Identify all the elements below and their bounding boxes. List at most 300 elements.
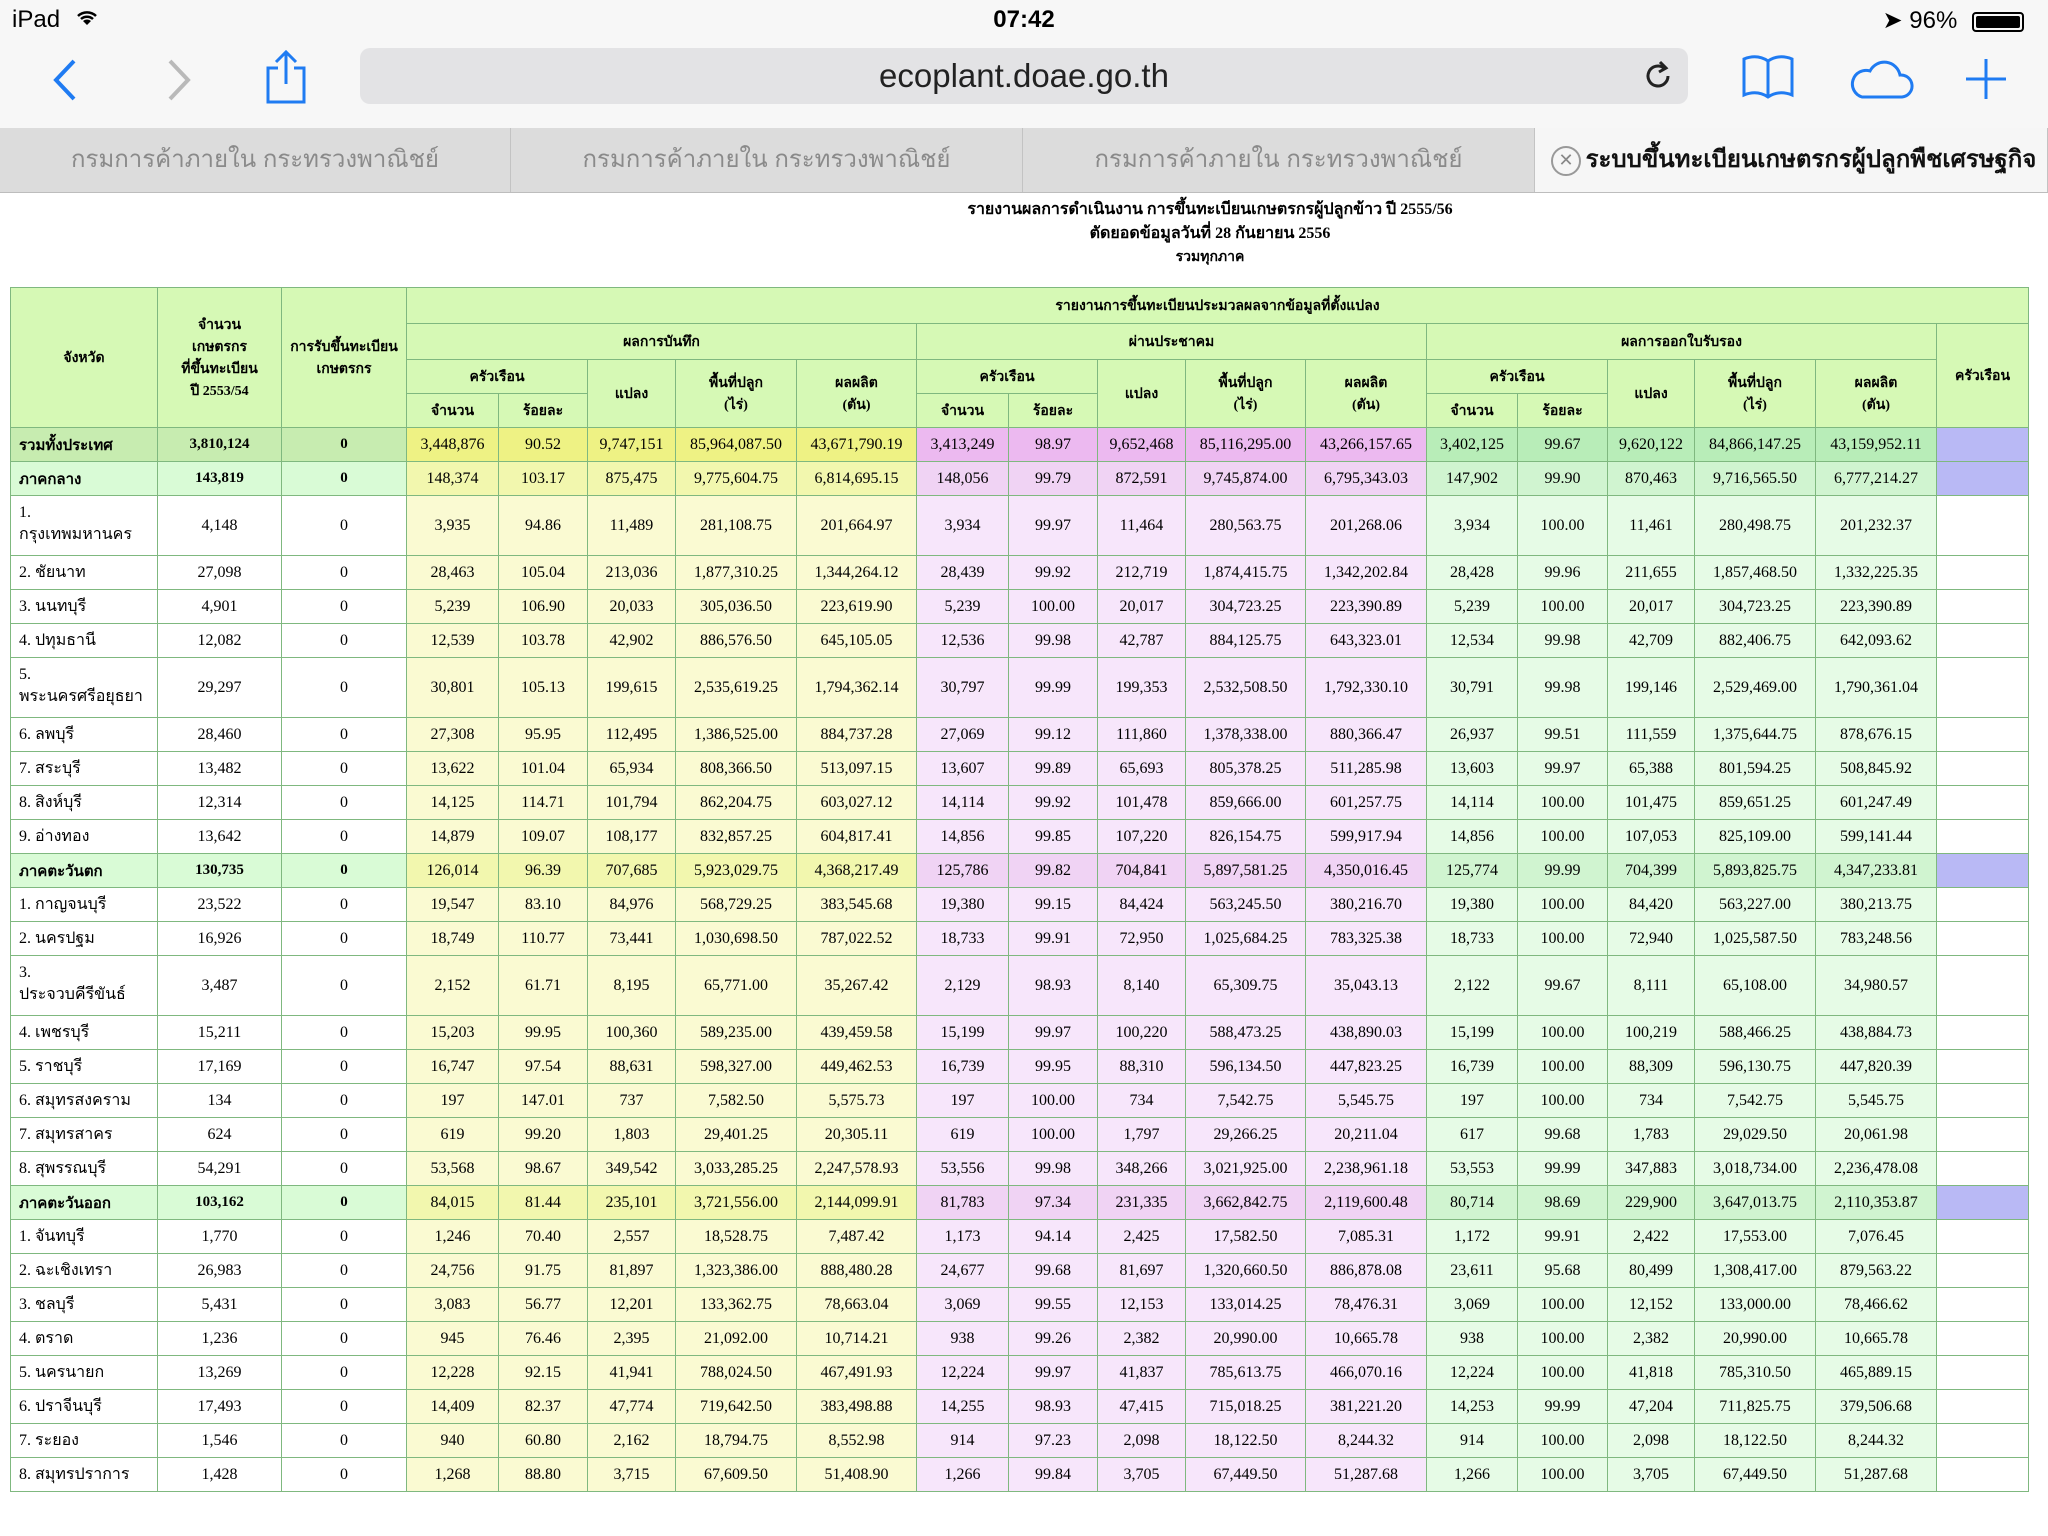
table-cell: 9,775,604.75: [676, 462, 797, 496]
table-cell: 212,719: [1098, 556, 1186, 590]
table-cell: 624: [158, 1118, 282, 1152]
table-row: [11, 1016, 2029, 1050]
table-cell-extra: [1937, 624, 2029, 658]
table-cell: 0: [282, 1254, 407, 1288]
table-cell: 84,424: [1098, 888, 1186, 922]
table-cell: 27,308: [407, 718, 499, 752]
table-cell: 601,247.49: [1816, 786, 1937, 820]
table-cell: 99.55: [1009, 1288, 1098, 1322]
tab-bar: [0, 128, 2048, 193]
table-cell: 125,774: [1427, 854, 1518, 888]
table-cell: 197: [917, 1084, 1009, 1118]
table-cell: 20,017: [1608, 590, 1695, 624]
province-name: [11, 624, 158, 658]
table-cell: 88,310: [1098, 1050, 1186, 1084]
header-count: จำนวน: [407, 394, 499, 428]
table-row: [11, 1084, 2029, 1118]
table-cell: 617: [1427, 1118, 1518, 1152]
table-cell: 65,693: [1098, 752, 1186, 786]
tab-label: กรมการค้าภายใน กระทรวงพาณิชย์: [71, 146, 439, 173]
header-plots: แปลง: [1098, 360, 1186, 428]
table-cell: 99.91: [1009, 922, 1098, 956]
table-cell: 14,125: [407, 786, 499, 820]
table-cell: 465,889.15: [1816, 1356, 1937, 1390]
header-area-line1: พื้นที่ปลูก: [1218, 375, 1273, 391]
table-cell: 3,487: [158, 956, 282, 1016]
province-name: [11, 496, 158, 556]
table-cell: 381,221.20: [1306, 1390, 1427, 1424]
table-cell-extra: [1937, 956, 2029, 1016]
table-cell: 112,495: [588, 718, 676, 752]
table-cell-extra: [1937, 1050, 2029, 1084]
table-row: [11, 1254, 2029, 1288]
table-cell: 96.39: [499, 854, 588, 888]
table-cell: 4,368,217.49: [797, 854, 917, 888]
table-cell: 99.85: [1009, 820, 1098, 854]
table-row: [11, 922, 2029, 956]
table-cell-extra: [1937, 462, 2029, 496]
table-cell: 13,622: [407, 752, 499, 786]
table-cell: 875,475: [588, 462, 676, 496]
table-cell: 734: [1608, 1084, 1695, 1118]
table-cell: 1,546: [158, 1424, 282, 1458]
header-area-line1: พื้นที่ปลูก: [709, 375, 763, 391]
table-cell: 0: [282, 1220, 407, 1254]
table-cell: 886,576.50: [676, 624, 797, 658]
table-cell: 0: [282, 786, 407, 820]
table-cell: 99.20: [499, 1118, 588, 1152]
table-cell: 100.00: [1518, 1084, 1608, 1118]
table-cell: 53,568: [407, 1152, 499, 1186]
table-cell: 1,323,386.00: [676, 1254, 797, 1288]
table-cell: 645,105.05: [797, 624, 917, 658]
table-cell: 18,122.50: [1695, 1424, 1816, 1458]
table-cell: 97.23: [1009, 1424, 1098, 1458]
header-households: ครัวเรือน: [1427, 360, 1608, 394]
table-cell: 12,082: [158, 624, 282, 658]
table-cell: 280,563.75: [1186, 496, 1306, 556]
new-tab-icon[interactable]: [1964, 54, 2008, 110]
table-cell: 100.00: [1518, 1016, 1608, 1050]
table-row: [11, 1152, 2029, 1186]
table-cell: 19,380: [1427, 888, 1518, 922]
table-cell: 99.95: [499, 1016, 588, 1050]
table-cell: 99.68: [1009, 1254, 1098, 1288]
table-cell: 99.12: [1009, 718, 1098, 752]
table-cell: 91.75: [499, 1254, 588, 1288]
table-cell: 1,874,415.75: [1186, 556, 1306, 590]
table-cell: 7,487.42: [797, 1220, 917, 1254]
table-row: [11, 658, 2029, 718]
province-name: [11, 1356, 158, 1390]
url-text: ecoplant.doae.go.th: [879, 57, 1169, 94]
header-households-extra: ครัวเรือน: [1937, 324, 2029, 428]
table-cell: 15,199: [917, 1016, 1009, 1050]
tab-active[interactable]: [1535, 128, 2048, 192]
table-cell: 9,747,151: [588, 428, 676, 462]
province-name-line: รวมทั้งประเทศ: [19, 437, 113, 454]
province-name-line: 7. ระยอง: [19, 1432, 79, 1449]
table-cell: 100.00: [1518, 1288, 1608, 1322]
table-cell: 100.00: [1518, 820, 1608, 854]
table-cell: 589,235.00: [676, 1016, 797, 1050]
share-icon[interactable]: [262, 48, 310, 115]
table-cell: 78,466.62: [1816, 1288, 1937, 1322]
table-cell: 8,140: [1098, 956, 1186, 1016]
table-cell: 100.00: [1518, 1322, 1608, 1356]
header-plots: แปลง: [1608, 360, 1695, 428]
status-bar: [0, 0, 2048, 42]
tab-1[interactable]: [0, 128, 511, 192]
table-cell: 2,535,619.25: [676, 658, 797, 718]
table-cell: 65,108.00: [1695, 956, 1816, 1016]
table-row: [11, 1458, 2029, 1492]
table-cell: 805,378.25: [1186, 752, 1306, 786]
table-cell: 12,536: [917, 624, 1009, 658]
province-name-line: 7. สระบุรี: [19, 760, 81, 777]
table-cell: 28,428: [1427, 556, 1518, 590]
table-cell: 1,320,660.50: [1186, 1254, 1306, 1288]
header-accept-line1: การรับขึ้นทะเบียน: [290, 339, 398, 355]
header-count: จำนวน: [917, 394, 1009, 428]
header-area: [1695, 360, 1816, 428]
table-cell: 2,098: [1608, 1424, 1695, 1458]
table-cell: 28,439: [917, 556, 1009, 590]
table-cell: 99.96: [1518, 556, 1608, 590]
province-name: [11, 1424, 158, 1458]
table-cell: 26,937: [1427, 718, 1518, 752]
header-count: จำนวน: [1427, 394, 1518, 428]
table-cell: 41,941: [588, 1356, 676, 1390]
province-name: [11, 556, 158, 590]
province-name-line: 5.: [19, 666, 31, 683]
reload-icon[interactable]: [1642, 48, 1674, 120]
table-cell: 100.00: [1009, 1118, 1098, 1152]
province-name: [11, 1016, 158, 1050]
table-cell: 213,036: [588, 556, 676, 590]
tab-2[interactable]: [511, 128, 1023, 192]
table-cell: 783,325.38: [1306, 922, 1427, 956]
table-cell: 53,556: [917, 1152, 1009, 1186]
table-cell-extra: [1937, 658, 2029, 718]
province-name: [11, 1050, 158, 1084]
province-name: [11, 428, 158, 462]
table-cell: 1,030,698.50: [676, 922, 797, 956]
table-cell: 872,591: [1098, 462, 1186, 496]
table-cell: 88,309: [1608, 1050, 1695, 1084]
table-cell: 3,033,285.25: [676, 1152, 797, 1186]
table-cell: 3,934: [1427, 496, 1518, 556]
tab-label: กรมการค้าภายใน กระทรวงพาณิชย์: [582, 146, 951, 173]
table-row: [11, 1288, 2029, 1322]
table-cell: 466,070.16: [1306, 1356, 1427, 1390]
table-cell: 2,532,508.50: [1186, 658, 1306, 718]
table-row: [11, 956, 2029, 1016]
table-cell: 3,021,925.00: [1186, 1152, 1306, 1186]
table-cell: 94.86: [499, 496, 588, 556]
table-cell: 880,366.47: [1306, 718, 1427, 752]
header-yield-line1: ผลผลิต: [1854, 375, 1898, 391]
table-cell: 8,244.32: [1306, 1424, 1427, 1458]
table-cell: 223,390.89: [1306, 590, 1427, 624]
table-cell: 99.92: [1009, 786, 1098, 820]
table-row: [11, 496, 2029, 556]
forward-icon[interactable]: [164, 56, 194, 112]
table-cell: 105.13: [499, 658, 588, 718]
table-cell: 18,122.50: [1186, 1424, 1306, 1458]
table-cell: 41,837: [1098, 1356, 1186, 1390]
header-yield-line1: ผลผลิต: [1344, 375, 1388, 391]
table-cell: 42,902: [588, 624, 676, 658]
table-cell: 1,857,468.50: [1695, 556, 1816, 590]
table-cell: 0: [282, 820, 407, 854]
province-name: [11, 854, 158, 888]
table-cell: 17,493: [158, 1390, 282, 1424]
table-cell: 619: [407, 1118, 499, 1152]
table-cell: 508,845.92: [1816, 752, 1937, 786]
browser-toolbar: [0, 42, 2048, 128]
table-cell: 12,153: [1098, 1288, 1186, 1322]
table-cell: 73,441: [588, 922, 676, 956]
table-cell: 3,935: [407, 496, 499, 556]
table-cell: 235,101: [588, 1186, 676, 1220]
table-cell: 2,129: [917, 956, 1009, 1016]
table-cell: 8,244.32: [1816, 1424, 1937, 1458]
province-name-line: 3.: [19, 964, 31, 981]
table-cell: 100,220: [1098, 1016, 1186, 1050]
table-cell: 20,033: [588, 590, 676, 624]
table-cell: 24,677: [917, 1254, 1009, 1288]
header-recorded: ผลการบันทึก: [407, 324, 917, 360]
table-cell: 380,213.75: [1816, 888, 1937, 922]
table-cell: 98.69: [1518, 1186, 1608, 1220]
province-name-line: 9. อ่างทอง: [19, 828, 90, 845]
table-cell: 14,114: [917, 786, 1009, 820]
header-plots: แปลง: [588, 360, 676, 428]
province-name: [11, 462, 158, 496]
table-cell: 16,739: [917, 1050, 1009, 1084]
province-name-line: 6. ปราจีนบุรี: [19, 1398, 102, 1415]
table-cell: 98.67: [499, 1152, 588, 1186]
table-cell: 0: [282, 1118, 407, 1152]
table-cell: 596,130.75: [1695, 1050, 1816, 1084]
back-icon[interactable]: [50, 56, 80, 112]
table-cell: 737: [588, 1084, 676, 1118]
header-yield-line2: (ตัน): [842, 397, 871, 413]
table-cell: 148,056: [917, 462, 1009, 496]
header-farmers-line3: ที่ขึ้นทะเบียน: [181, 361, 258, 377]
table-cell: 43,671,790.19: [797, 428, 917, 462]
table-cell: 826,154.75: [1186, 820, 1306, 854]
location-icon: ➤: [1882, 7, 1903, 34]
table-cell: 56.77: [499, 1288, 588, 1322]
province-name: [11, 590, 158, 624]
table-cell: 199,146: [1608, 658, 1695, 718]
table-cell: 12,539: [407, 624, 499, 658]
table-cell: 439,459.58: [797, 1016, 917, 1050]
table-cell-extra: [1937, 556, 2029, 590]
table-cell: 0: [282, 922, 407, 956]
table-cell: 67,449.50: [1186, 1458, 1306, 1492]
battery-percent: 96%: [1909, 7, 1958, 34]
province-name-line: 6. สมุทรสงคราม: [19, 1092, 131, 1109]
table-cell: 0: [282, 1458, 407, 1492]
table-cell: 9,652,468: [1098, 428, 1186, 462]
table-cell: 72,950: [1098, 922, 1186, 956]
province-name: [11, 718, 158, 752]
table-cell: 8,552.98: [797, 1424, 917, 1458]
icloud-tabs-icon[interactable]: [1846, 54, 1916, 110]
table-cell: 51,287.68: [1306, 1458, 1427, 1492]
table-cell: 125,786: [917, 854, 1009, 888]
province-name-line: 4. ตราด: [19, 1330, 74, 1347]
province-name-line: 4. ปทุมธานี: [19, 632, 96, 649]
table-cell: 18,733: [917, 922, 1009, 956]
table-cell-extra: [1937, 1254, 2029, 1288]
table-cell: 98.93: [1009, 956, 1098, 1016]
table-cell: 0: [282, 1322, 407, 1356]
table-cell: 65,934: [588, 752, 676, 786]
table-cell: 13,269: [158, 1356, 282, 1390]
table-cell: 0: [282, 956, 407, 1016]
table-cell: 447,820.39: [1816, 1050, 1937, 1084]
table-cell: 18,733: [1427, 922, 1518, 956]
bookmarks-icon[interactable]: [1740, 52, 1796, 108]
table-cell: 101,794: [588, 786, 676, 820]
table-cell: 383,545.68: [797, 888, 917, 922]
clock: 07:42: [993, 6, 1055, 33]
table-cell: 51,408.90: [797, 1458, 917, 1492]
table-cell: 29,266.25: [1186, 1118, 1306, 1152]
table-cell: 107,053: [1608, 820, 1695, 854]
table-cell: 85,116,295.00: [1186, 428, 1306, 462]
table-cell: 18,794.75: [676, 1424, 797, 1458]
table-cell: 5,923,029.75: [676, 854, 797, 888]
header-yield-line1: ผลผลิต: [835, 375, 878, 391]
table-cell: 467,491.93: [797, 1356, 917, 1390]
table-cell: 110.77: [499, 922, 588, 956]
table-cell-extra: [1937, 590, 2029, 624]
table-cell: 280,498.75: [1695, 496, 1816, 556]
table-cell: 1,803: [588, 1118, 676, 1152]
table-cell: 16,747: [407, 1050, 499, 1084]
table-cell: 24,756: [407, 1254, 499, 1288]
province-name-line: 2. ฉะเชิงเทรา: [19, 1262, 113, 1279]
table-cell-extra: [1937, 1220, 2029, 1254]
table-cell: 2,238,961.18: [1306, 1152, 1427, 1186]
table-cell: 862,204.75: [676, 786, 797, 820]
table-cell: 81.44: [499, 1186, 588, 1220]
table-cell: 84,976: [588, 888, 676, 922]
table-cell: 101,478: [1098, 786, 1186, 820]
table-cell: 19,380: [917, 888, 1009, 922]
table-cell: 147,902: [1427, 462, 1518, 496]
table-cell: 20,061.98: [1816, 1118, 1937, 1152]
table-cell: 95.95: [499, 718, 588, 752]
table-cell: 101.04: [499, 752, 588, 786]
report-table-wrapper: [10, 287, 2029, 1492]
table-cell: 588,466.25: [1695, 1016, 1816, 1050]
table-cell: 14,253: [1427, 1390, 1518, 1424]
table-cell: 65,771.00: [676, 956, 797, 1016]
province-name: [11, 1254, 158, 1288]
table-row: [11, 1050, 2029, 1084]
table-cell: 1,172: [1427, 1220, 1518, 1254]
header-yield: [1306, 360, 1427, 428]
table-cell: 14,856: [917, 820, 1009, 854]
table-cell: 148,374: [407, 462, 499, 496]
table-cell: 133,000.00: [1695, 1288, 1816, 1322]
table-cell: 0: [282, 1424, 407, 1458]
table-cell: 2,110,353.87: [1816, 1186, 1937, 1220]
table-cell: 4,350,016.45: [1306, 854, 1427, 888]
table-cell: 16,926: [158, 922, 282, 956]
table-cell: 882,406.75: [1695, 624, 1816, 658]
table-cell: 90.52: [499, 428, 588, 462]
header-households: ครัวเรือน: [917, 360, 1098, 394]
table-cell: 568,729.25: [676, 888, 797, 922]
province-name-line: 7. สมุทรสาคร: [19, 1126, 113, 1143]
address-bar[interactable]: [360, 48, 1688, 104]
table-cell: 5,893,825.75: [1695, 854, 1816, 888]
table-cell: 643,323.01: [1306, 624, 1427, 658]
province-name-line: 8. สุพรรณบุรี: [19, 1160, 107, 1177]
province-name-line: 1. จันทบุรี: [19, 1228, 85, 1245]
table-cell: 99.89: [1009, 752, 1098, 786]
table-cell: 438,890.03: [1306, 1016, 1427, 1050]
table-cell: 14,114: [1427, 786, 1518, 820]
table-cell: 801,594.25: [1695, 752, 1816, 786]
table-cell: 108,177: [588, 820, 676, 854]
table-cell: 13,603: [1427, 752, 1518, 786]
table-cell: 704,399: [1608, 854, 1695, 888]
table-cell: 0: [282, 1186, 407, 1220]
table-row: [11, 752, 2029, 786]
table-cell-extra: [1937, 922, 2029, 956]
table-cell: 83.10: [499, 888, 588, 922]
table-cell: 304,723.25: [1186, 590, 1306, 624]
province-name-line: ประจวบคีรีขันธ์: [19, 986, 126, 1003]
table-cell: 81,697: [1098, 1254, 1186, 1288]
battery-icon: [1972, 12, 2024, 32]
header-percent: ร้อยละ: [1009, 394, 1098, 428]
table-cell: 380,216.70: [1306, 888, 1427, 922]
table-cell: 126,014: [407, 854, 499, 888]
table-cell: 99.98: [1518, 624, 1608, 658]
table-cell: 143,819: [158, 462, 282, 496]
province-name: [11, 786, 158, 820]
table-cell: 808,366.50: [676, 752, 797, 786]
table-cell: 53,553: [1427, 1152, 1518, 1186]
table-cell: 5,545.75: [1306, 1084, 1427, 1118]
table-cell: 21,092.00: [676, 1322, 797, 1356]
table-cell: 13,482: [158, 752, 282, 786]
table-cell: 1,770: [158, 1220, 282, 1254]
table-cell: 0: [282, 1050, 407, 1084]
table-cell: 197: [1427, 1084, 1518, 1118]
header-yield-line2: (ตัน): [1862, 397, 1890, 413]
table-cell: 563,227.00: [1695, 888, 1816, 922]
table-cell: 945: [407, 1322, 499, 1356]
table-cell: 0: [282, 496, 407, 556]
table-cell-extra: [1937, 888, 2029, 922]
close-tab-icon[interactable]: ✕: [1551, 146, 1581, 176]
table-cell: 30,801: [407, 658, 499, 718]
province-name-line: 8. สมุทรปราการ: [19, 1466, 130, 1483]
table-cell: 54,291: [158, 1152, 282, 1186]
tab-3[interactable]: [1023, 128, 1535, 192]
table-cell: 3,662,842.75: [1186, 1186, 1306, 1220]
